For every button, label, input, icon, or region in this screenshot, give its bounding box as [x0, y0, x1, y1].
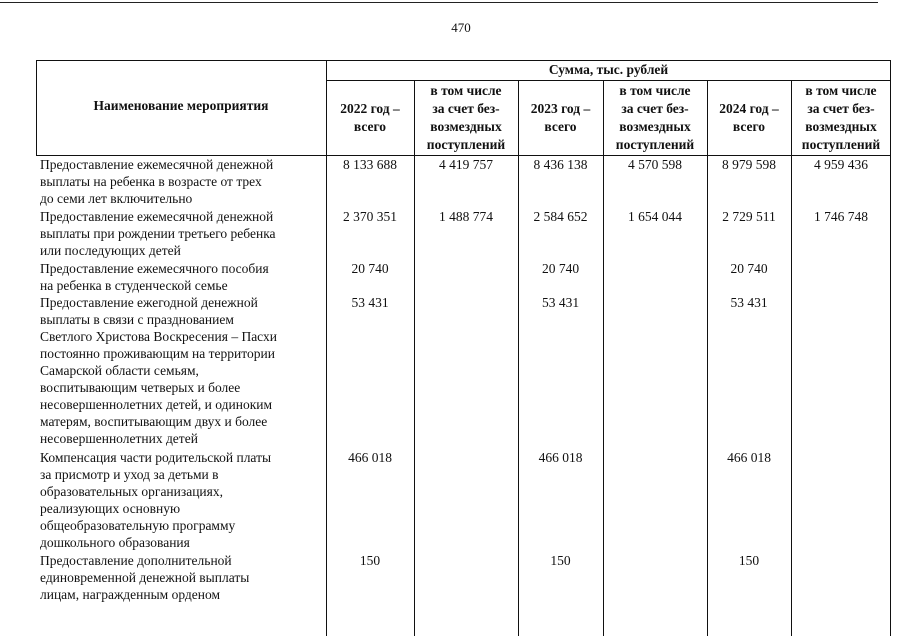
cell-2022-free: 4 419 757	[439, 157, 493, 172]
top-rule	[0, 2, 878, 3]
cell-2022-total: 20 740	[351, 261, 389, 276]
cell-2023-total: 53 431	[541, 295, 580, 310]
row-name: Предоставление ежемесячной денежной выплаты на ребенка в возрасте от трех до семи лет включительно	[40, 157, 274, 206]
cell-2024-free: 4 959 436	[814, 157, 868, 172]
cell-2023-total: 8 436 138	[533, 157, 588, 172]
budget-table	[36, 60, 891, 636]
cell-2022-total: 2 370 351	[343, 209, 397, 224]
header-2023-total: 2023 год – всего	[530, 101, 591, 134]
row-name: Компенсация части родительской платы за присмотр и уход за детьми в образовательных организациях, реализующих основную общеобразовательную программу дошкольного образования	[40, 450, 272, 550]
cell-2022-total: 150	[359, 553, 381, 568]
row-name: Предоставление ежегодной денежной выплаты в связи с празднованием Светлого Христова Воскресения – Пасхи постоянно проживающим на территории Самарской области семьям, воспитывающим четверых и более несовершеннолетних детей, и одиноким матерям, воспитывающим двух и более несовершеннолетних детей	[40, 295, 277, 446]
cell-2023-free: 4 570 598	[628, 157, 682, 172]
cell-2022-free: 1 488 774	[439, 209, 493, 224]
cell-2023-total: 466 018	[538, 450, 583, 465]
cell-2022-total: 8 133 688	[343, 157, 397, 172]
cell-2024-total: 150	[738, 553, 760, 568]
sum-header-divider	[326, 80, 891, 81]
cell-2024-total: 20 740	[730, 261, 768, 276]
header-2024-total: 2024 год – всего	[719, 101, 779, 134]
header-name: Наименование мероприятия	[93, 98, 269, 113]
cell-2023-total: 2 584 652	[533, 209, 588, 224]
cell-2023-total: 150	[550, 553, 571, 568]
cell-2024-free: 1 746 748	[814, 209, 868, 224]
row-name: Предоставление ежемесячного пособия на ребенка в студенческой семье	[40, 261, 269, 293]
cell-2024-total: 53 431	[730, 295, 768, 310]
page-number: 470	[451, 20, 471, 35]
cell-2023-total: 20 740	[541, 261, 580, 276]
cell-2024-total: 8 979 598	[722, 157, 776, 172]
cell-2024-total: 466 018	[727, 450, 771, 465]
header-2024-free: в том числе за счет без- возмездных поступлений	[801, 83, 881, 152]
header-sum: Сумма, тыс. рублей	[548, 62, 669, 77]
cell-2024-total: 2 729 511	[722, 209, 776, 224]
row-name: Предоставление дополнительной единовременной денежной выплаты лицам, награжденным орденом	[40, 553, 250, 602]
cell-2022-total: 53 431	[351, 295, 389, 310]
row-name: Предоставление ежемесячной денежной выплаты при рождении третьего ребенка или последующих детей	[40, 209, 276, 258]
header-2023-free: в том числе за счет без- возмездных поступлений	[615, 83, 695, 152]
header-2022-free: в том числе за счет без- возмездных поступлений	[426, 83, 506, 152]
header-2022-total: 2022 год – всего	[340, 101, 400, 134]
cell-2022-total: 466 018	[348, 450, 392, 465]
cell-2023-free: 1 654 044	[628, 209, 682, 224]
